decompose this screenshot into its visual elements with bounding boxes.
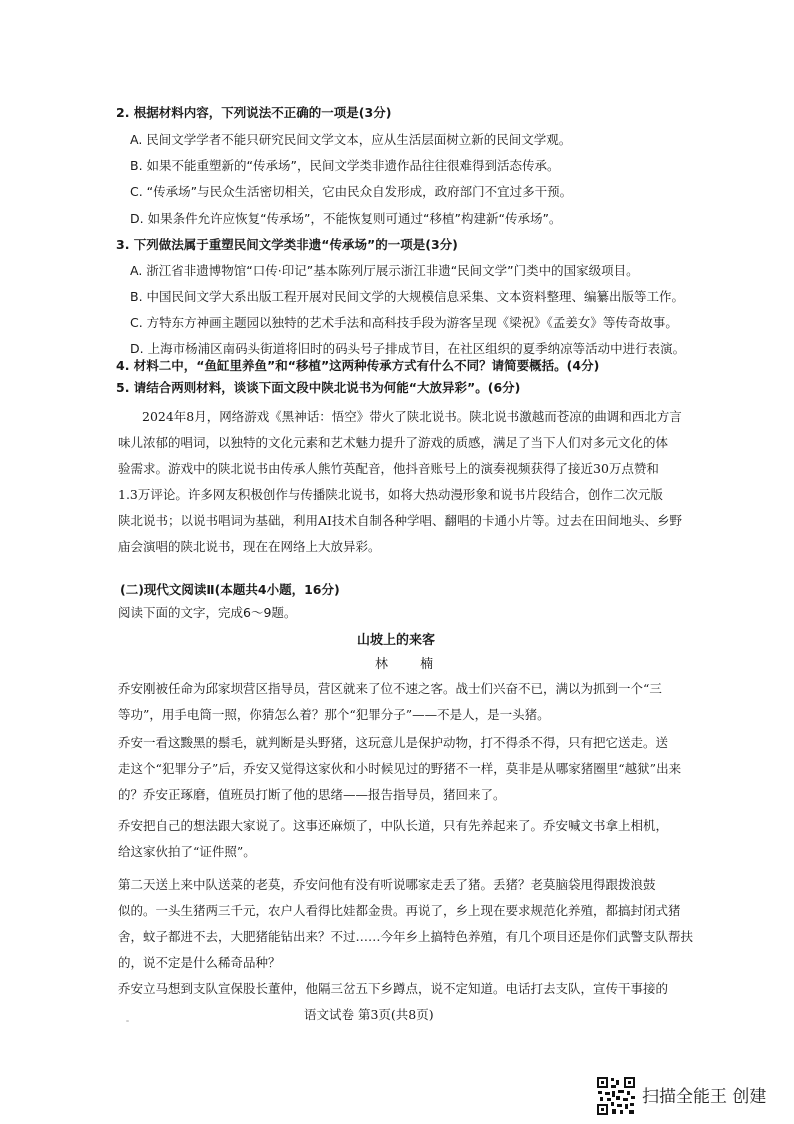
story-line: 第二天送上来中队送菜的老莫，乔安问他有没有听说哪家走丢了猪。丢猪？老莫脑袋甩得跟拨浪鼓 (118, 877, 656, 892)
q3-option-c: C. 方特东方神画主题园以独特的艺术手法和高科技手段为游客呈现《梁祝》《孟姜女》等传奇故事。 (130, 315, 678, 330)
q3-option-a: A. 浙江省非遗博物馆“口传·印记”基本陈列厅展示浙江非遗“民间文学”门类中的国家级项目。 (130, 263, 639, 278)
story-line: 似的。一头生猪两三千元，农户人看得比娃都金贵。再说了，乡上现在要求规范化养殖，都搞封闭式猪 (118, 903, 681, 918)
q4-stem: 4. 材料二中，“鱼缸里养鱼”和“移植”这两种传承方式有什么不同？请简要概括。(4分) (116, 358, 600, 373)
story-line: 乔安一看这黢黑的鬃毛，就判断是头野猪，这玩意儿是保护动物，打不得杀不得，只有把它送走。送 (118, 735, 669, 750)
q2-option-d: D. 如果条件允许应恢复“传承场”，不能恢复则可通过“移植”构建新“传承场”。 (130, 211, 562, 226)
story-author: 林 楠 (375, 657, 448, 672)
qr-code-icon (596, 1076, 636, 1116)
q5-passage-line: 1.3万评论。许多网友积极创作与传播陕北说书，如将大热动漫形象和说书片段结合，创作二次元版 (118, 487, 663, 502)
q5-passage-line: 味儿浓郁的唱词，以独特的文化元素和艺术魅力提升了游戏的质感，满足了当下人们对多元文化的体 (118, 435, 669, 450)
q5-passage-line: 陕北说书；以说书唱词为基础，利用AI技术自制各种学唱、翻唱的卡通小片等。过去在田间地头、乡野 (118, 513, 682, 528)
q2-option-b: B. 如果不能重塑新的“传承场”，民间文学类非遗作品往往很难得到活态传承。 (130, 158, 560, 173)
story-line: 走这个“犯罪分子”后，乔安又觉得这家伙和小时候见过的野猪不一样，莫非是从哪家猪圈里“越狱”出来 (118, 761, 682, 776)
q2-stem: 2. 根据材料内容，下列说法不正确的一项是(3分) (116, 105, 392, 120)
story-line: 乔安刚被任命为邱家坝营区指导员，营区就来了位不速之客。战士们兴奋不已，满以为抓到一个“三 (118, 681, 662, 696)
q3-option-d: D. 上海市杨浦区南码头街道将旧时的码头号子排成节目，在社区组织的夏季纳凉等活动中进行表演。 (130, 341, 686, 356)
story-line: 等功”，用手电筒一照，你猜怎么着？那个“犯罪分子”——不是人，是一头猪。 (118, 707, 550, 722)
story-line: 乔安把自己的想法跟大家说了。这事还麻烦了，中队长道，只有先养起来了。乔安喊文书拿上相机， (118, 818, 669, 833)
watermark-text: 扫描全能王 创建 (642, 1087, 767, 1107)
scan-smudge (126, 1020, 129, 1022)
story-line: 乔安立马想到支队宣保股长董仲，他隔三岔五下乡蹲点，说不定知道。电话打去支队，宣传干事接的 (118, 981, 669, 996)
story-line: 的，说不定是什么稀奇品种？ (118, 955, 281, 970)
section-instruction: 阅读下面的文字，完成6～9题。 (118, 605, 297, 620)
q5-stem: 5. 请结合两则材料，谈谈下面文段中陕北说书为何能“大放异彩”。(6分) (116, 380, 521, 395)
q5-passage-line: 2024年8月，网络游戏《黑神话：悟空》带火了陕北说书。陕北说书激越而苍凉的曲调和西北方言 (142, 409, 682, 424)
q3-stem: 3. 下列做法属于重塑民间文学类非遗“传承场”的一项是(3分) (116, 237, 458, 252)
q5-passage-line: 庙会演唱的陕北说书，现在在网络上大放异彩。 (118, 539, 381, 554)
q2-option-c: C. “传承场”与民众生活密切相关，它由民众自发形成，政府部门不宜过多干预。 (130, 184, 573, 199)
q2-option-a: A. 民间文学学者不能只研究民间文学文本，应从生活层面树立新的民间文学观。 (130, 132, 572, 147)
section-heading: (二)现代文阅读Ⅱ(本题共4小题，16分) (120, 582, 340, 597)
story-title: 山坡上的来客 (357, 633, 436, 648)
story-line: 的？乔安正琢磨，值班员打断了他的思绪——报告指导员，猪回来了。 (118, 787, 506, 802)
story-line: 给这家伙拍了“证件照”。 (118, 844, 256, 859)
page-footer: 语文试卷 第3页(共8页) (304, 1007, 434, 1022)
q5-passage-line: 验需求。游戏中的陕北说书由传承人熊竹英配音，他抖音账号上的演奏视频获得了接近30万点赞和 (118, 461, 659, 476)
q3-option-b: B. 中国民间文学大系出版工程开展对民间文学的大规模信息采集、文本资料整理、编纂出版等工作。 (130, 289, 685, 304)
story-line: 舍，蚊子都进不去，大肥猪能钻出来？不过……今年乡上搞特色养殖，有几个项目还是你们武警支队帮扶 (118, 929, 694, 944)
